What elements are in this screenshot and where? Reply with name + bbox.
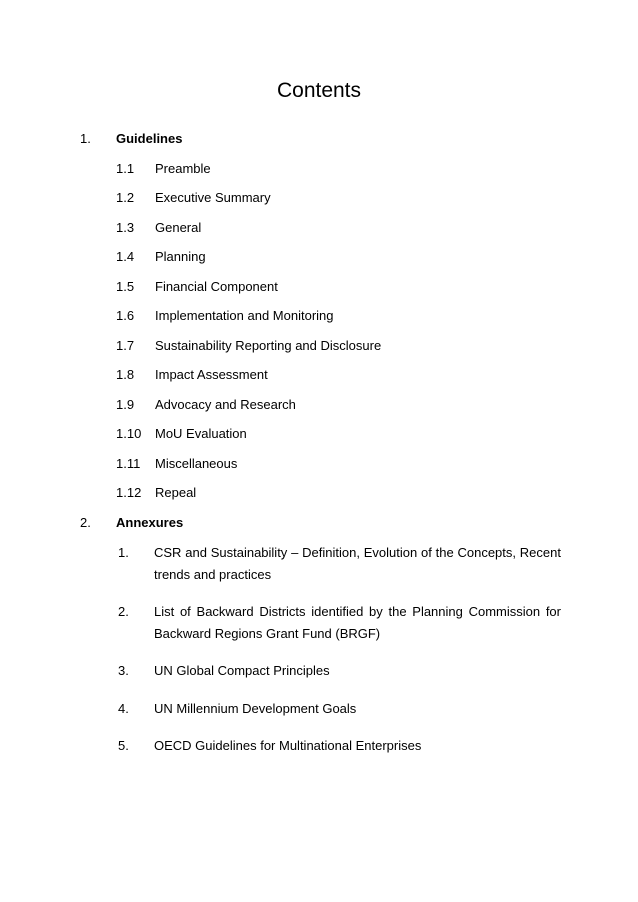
toc-item-label: Planning [155,249,206,264]
annexure-label: OECD Guidelines for Multinational Enterprises [154,738,422,753]
toc-item-number: 1.7 [116,338,135,353]
toc-item-label: Advocacy and Research [155,397,296,412]
annexure-number: 3. [118,663,129,678]
toc-item-label: Implementation and Monitoring [155,308,334,323]
toc-item-label: Miscellaneous [155,456,238,471]
toc-item-number: 1.11 [116,456,141,471]
toc-item-number: 1.12 [116,485,142,500]
toc-item-label: Executive Summary [155,190,271,205]
annexure-number: 4. [118,701,129,716]
toc-item-number: 1.2 [116,190,135,205]
toc-item-number: 1.10 [116,426,142,441]
section-title-annexures: Annexures [116,515,184,530]
section-number: 1. [80,131,91,146]
toc-item-number: 1.3 [116,220,135,235]
toc-item-number: 1.1 [116,161,135,176]
annexure-label: UN Millennium Development Goals [154,701,357,716]
annexure-number: 1. [118,545,129,560]
toc-item-number: 1.5 [116,279,135,294]
page-title: Contents [276,79,362,102]
toc-item-number: 1.8 [116,367,135,382]
toc-item-label: Repeal [155,485,197,500]
toc-item-number: 1.6 [116,308,135,323]
annexure-label: List of Backward Districts identified by the Planning Commission for Backward Regions Grant Fund (BRGF) [154,604,561,641]
annexure-number: 2. [118,604,129,619]
toc-item-label: MoU Evaluation [155,426,247,441]
annexure-label: UN Global Compact Principles [154,663,330,678]
toc-item-label: Preamble [155,161,211,176]
toc-item-number: 1.9 [116,397,135,412]
section-number: 2. [80,515,91,530]
toc-item-label: Sustainability Reporting and Disclosure [155,338,382,353]
annexure-number: 5. [118,738,129,753]
annexure-label: CSR and Sustainability – Definition, Evolution of the Concepts, Recent trends and practices [154,545,561,582]
toc-item-number: 1.4 [116,249,135,264]
toc-item-label: Impact Assessment [155,367,268,382]
section-title-guidelines: Guidelines [116,131,183,146]
toc-item-label: Financial Component [155,279,278,294]
toc-item-label: General [155,220,202,235]
